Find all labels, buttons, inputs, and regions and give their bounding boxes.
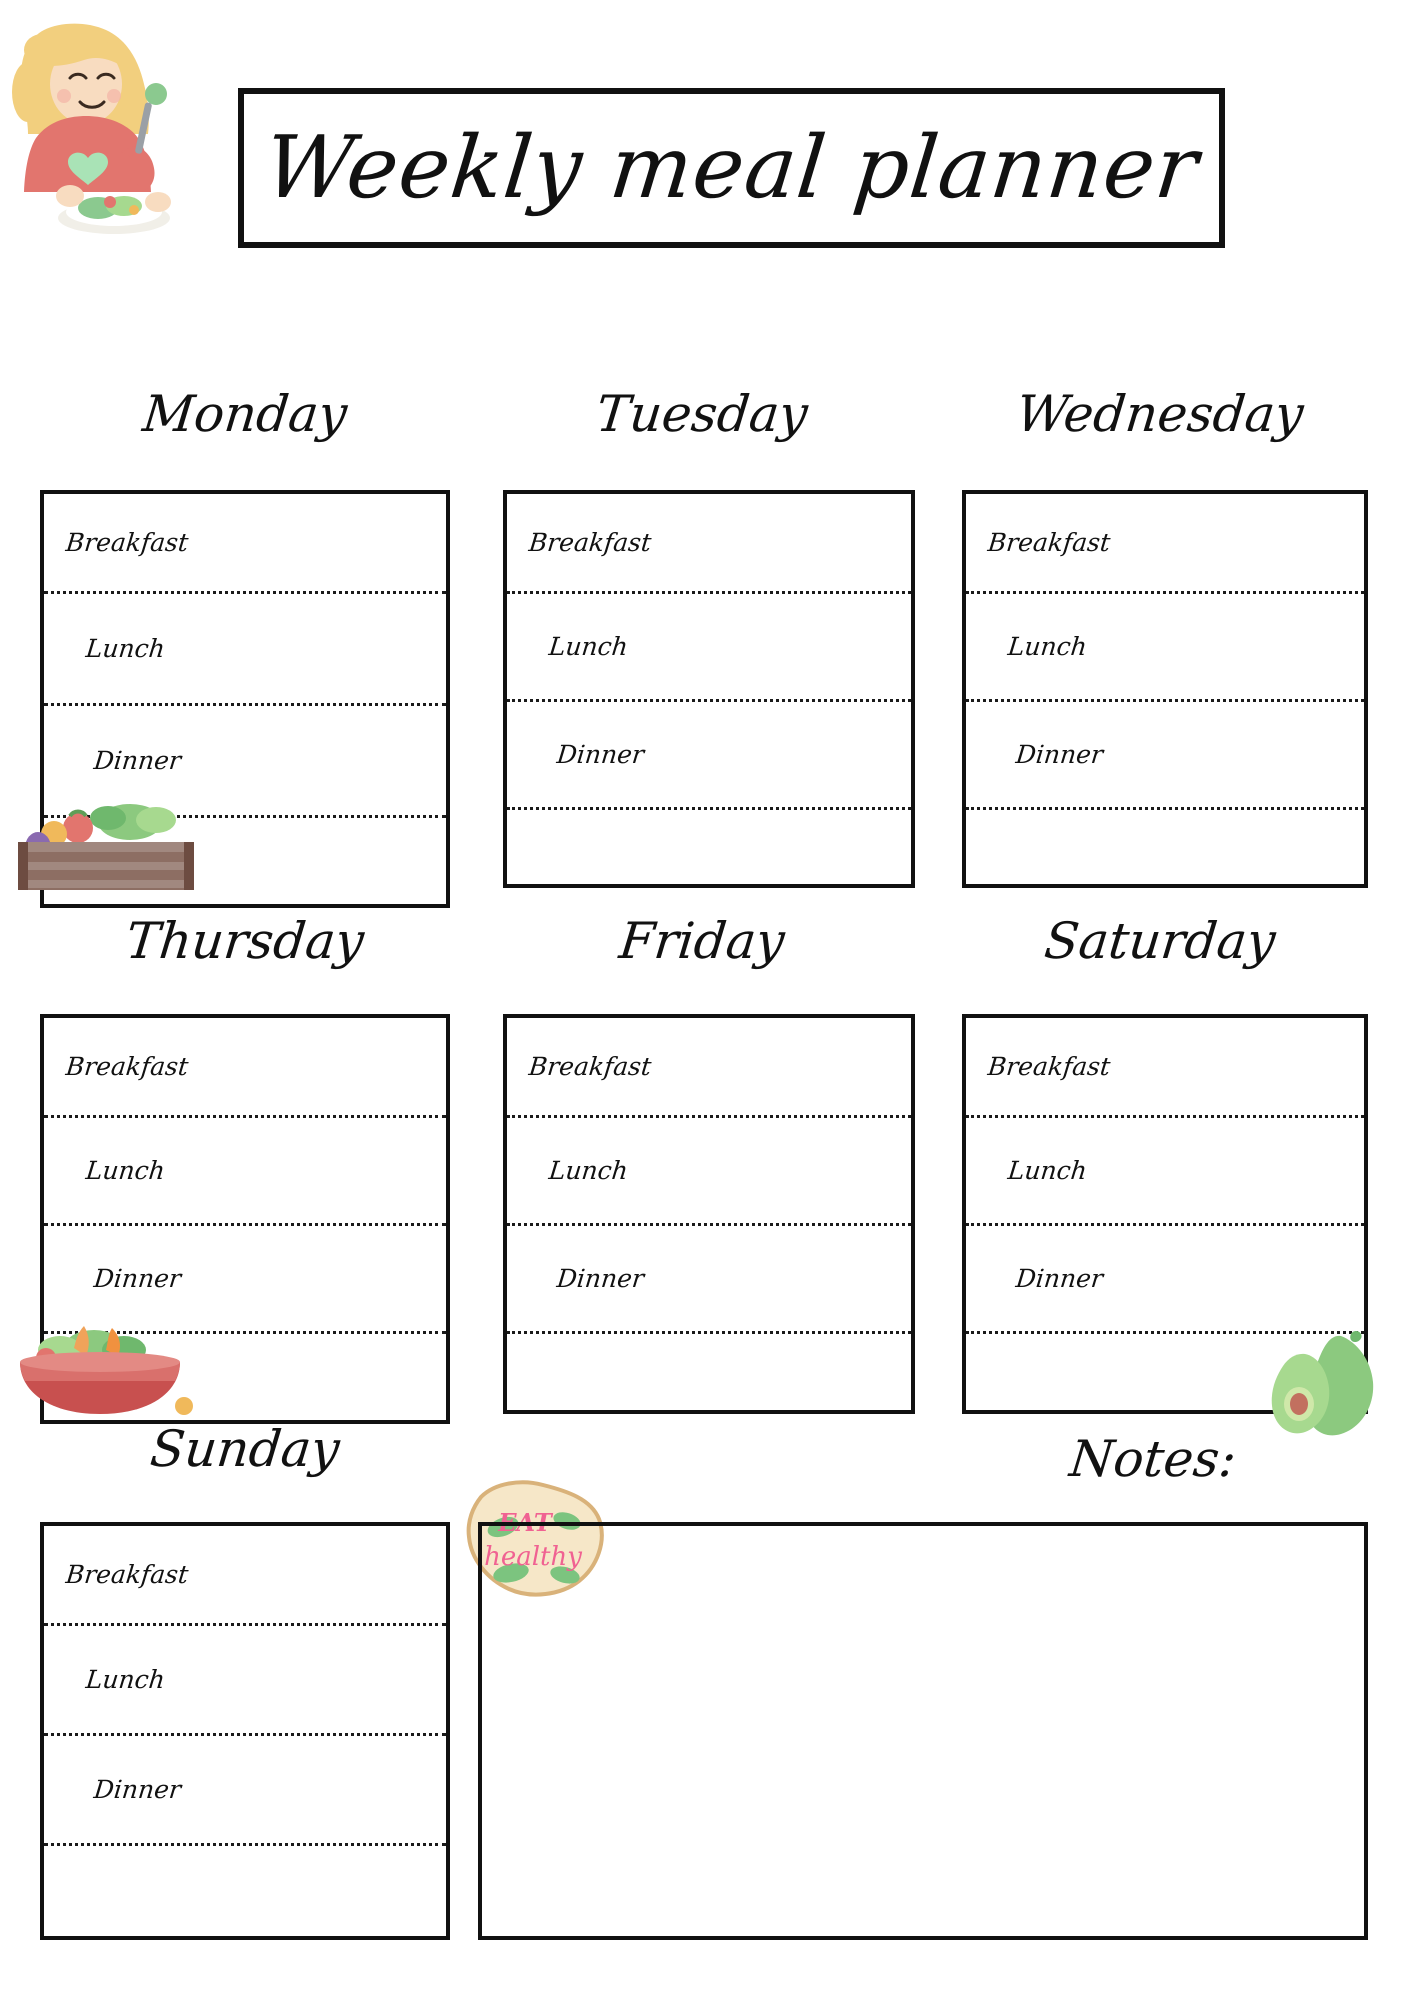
meal-row-extra[interactable]	[507, 1334, 911, 1410]
meal-row-breakfast[interactable]	[44, 494, 446, 594]
day-title-saturday: Saturday	[1041, 912, 1279, 970]
meal-label-breakfast: Breakfast	[64, 528, 190, 557]
meal-row-lunch[interactable]	[507, 594, 911, 702]
meal-row-breakfast[interactable]	[44, 1526, 446, 1626]
meal-row-extra[interactable]	[507, 810, 911, 884]
meal-row-lunch[interactable]	[966, 1118, 1364, 1226]
meal-row-dinner[interactable]	[507, 702, 911, 810]
meal-label-breakfast: Breakfast	[527, 1052, 653, 1081]
meal-label-lunch: Lunch	[84, 634, 167, 663]
meal-row-lunch[interactable]	[44, 594, 446, 706]
meal-label-breakfast: Breakfast	[986, 528, 1112, 557]
meal-label-dinner: Dinner	[555, 740, 646, 769]
meal-label-breakfast: Breakfast	[64, 1052, 190, 1081]
salad-bowl-illustration	[6, 1300, 206, 1430]
meal-label-dinner: Dinner	[92, 1775, 183, 1804]
day-box-wednesday	[962, 490, 1368, 888]
meal-label-dinner: Dinner	[92, 746, 183, 775]
meal-label-lunch: Lunch	[84, 1665, 167, 1694]
meal-row-dinner[interactable]	[966, 1226, 1364, 1334]
meal-row-dinner[interactable]	[507, 1226, 911, 1334]
meal-row-breakfast[interactable]	[507, 494, 911, 594]
meal-label-dinner: Dinner	[555, 1264, 646, 1293]
day-title-tuesday: Tuesday	[593, 385, 811, 443]
meal-row-dinner[interactable]	[44, 1736, 446, 1846]
meal-row-breakfast[interactable]	[44, 1018, 446, 1118]
sticker-line-2: healthy	[484, 1542, 582, 1572]
meal-row-breakfast[interactable]	[966, 494, 1364, 594]
meal-row-extra[interactable]	[966, 810, 1364, 884]
meal-label-dinner: Dinner	[92, 1264, 183, 1293]
meal-row-lunch[interactable]	[507, 1118, 911, 1226]
day-title-friday: Friday	[616, 912, 788, 970]
page-title-box	[238, 88, 1225, 248]
meal-label-lunch: Lunch	[84, 1156, 167, 1185]
vegetable-crate-illustration	[10, 790, 215, 900]
meal-label-lunch: Lunch	[1006, 632, 1089, 661]
meal-row-extra[interactable]	[44, 1846, 446, 1936]
meal-label-lunch: Lunch	[547, 1156, 630, 1185]
day-title-sunday: Sunday	[147, 1420, 343, 1478]
meal-row-lunch[interactable]	[44, 1626, 446, 1736]
day-title-monday: Monday	[140, 385, 350, 443]
day-box-friday	[503, 1014, 915, 1414]
meal-label-dinner: Dinner	[1014, 740, 1105, 769]
notes-title: Notes:	[1066, 1430, 1240, 1488]
meal-label-dinner: Dinner	[1014, 1264, 1105, 1293]
meal-row-dinner[interactable]	[966, 702, 1364, 810]
day-box-sunday	[40, 1522, 450, 1940]
page-title: Weekly meal planner	[259, 118, 1204, 218]
meal-row-lunch[interactable]	[44, 1118, 446, 1226]
day-title-wednesday: Wednesday	[1013, 385, 1307, 443]
girl-eating-salad-illustration	[6, 6, 236, 256]
meal-label-lunch: Lunch	[1006, 1156, 1089, 1185]
avocado-illustration	[1255, 1330, 1390, 1440]
notes-box[interactable]	[478, 1522, 1368, 1940]
meal-row-lunch[interactable]	[966, 594, 1364, 702]
meal-row-breakfast[interactable]	[966, 1018, 1364, 1118]
meal-row-breakfast[interactable]	[507, 1018, 911, 1118]
day-box-tuesday	[503, 490, 915, 888]
meal-label-lunch: Lunch	[547, 632, 630, 661]
meal-label-breakfast: Breakfast	[986, 1052, 1112, 1081]
meal-label-breakfast: Breakfast	[64, 1560, 190, 1589]
sticker-line-1: EAT	[498, 1508, 552, 1537]
day-title-thursday: Thursday	[123, 912, 367, 970]
meal-label-breakfast: Breakfast	[527, 528, 653, 557]
